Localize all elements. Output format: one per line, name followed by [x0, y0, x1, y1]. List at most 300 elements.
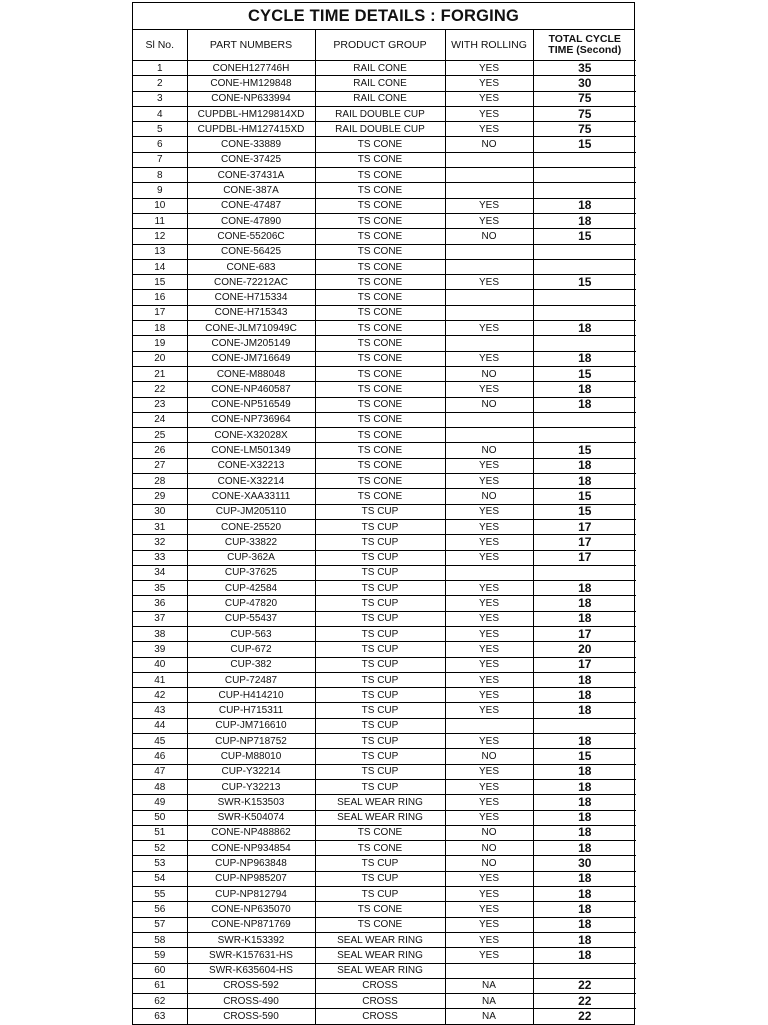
with-rolling-cell — [445, 565, 533, 580]
table-row — [133, 596, 636, 611]
product-group-cell: TS CUP — [315, 887, 445, 902]
product-group-cell: TS CONE — [315, 458, 445, 473]
sl-no-cell: 41 — [133, 672, 187, 687]
sl-no-cell: 62 — [133, 994, 187, 1009]
cycle-time-cell: 18 — [533, 902, 636, 917]
part-number-cell: CUPDBL-HM129814XD — [187, 106, 315, 121]
table-row — [133, 290, 636, 305]
part-number-cell: CONE-47890 — [187, 213, 315, 228]
product-group-cell: TS CONE — [315, 397, 445, 412]
sl-no-cell: 20 — [133, 351, 187, 366]
product-group-cell: TS CUP — [315, 779, 445, 794]
cycle-time-cell: 18 — [533, 581, 636, 596]
sl-no-cell: 14 — [133, 259, 187, 274]
table-row — [133, 458, 636, 473]
product-group-cell: TS CONE — [315, 428, 445, 443]
table-row — [133, 825, 636, 840]
product-group-cell: TS CONE — [315, 917, 445, 932]
product-group-cell: TS CUP — [315, 504, 445, 519]
with-rolling-cell: YES — [445, 887, 533, 902]
table-row — [133, 932, 636, 947]
sl-no-cell: 54 — [133, 871, 187, 886]
part-number-cell: CUP-Y32213 — [187, 779, 315, 794]
table-row — [133, 443, 636, 458]
with-rolling-cell: YES — [445, 61, 533, 76]
cycle-time-cell: 15 — [533, 366, 636, 381]
with-rolling-cell: YES — [445, 688, 533, 703]
header-part-numbers: PART NUMBERS — [187, 30, 315, 61]
cycle-time-cell: 18 — [533, 198, 636, 213]
product-group-cell: TS CUP — [315, 581, 445, 596]
table-row — [133, 565, 636, 580]
part-number-cell: SWR-K635604-HS — [187, 963, 315, 978]
product-group-cell: TS CONE — [315, 152, 445, 167]
cycle-time-cell — [533, 336, 636, 351]
with-rolling-cell: NO — [445, 489, 533, 504]
part-number-cell: CUP-672 — [187, 642, 315, 657]
table-row — [133, 718, 636, 733]
with-rolling-cell — [445, 963, 533, 978]
part-number-cell: CUP-H715311 — [187, 703, 315, 718]
sl-no-cell: 47 — [133, 764, 187, 779]
cycle-time-cell: 18 — [533, 948, 636, 963]
cycle-time-cell: 18 — [533, 611, 636, 626]
with-rolling-cell: YES — [445, 948, 533, 963]
with-rolling-cell: YES — [445, 779, 533, 794]
sl-no-cell: 27 — [133, 458, 187, 473]
with-rolling-cell: YES — [445, 734, 533, 749]
with-rolling-cell: YES — [445, 917, 533, 932]
cycle-time-cell: 18 — [533, 688, 636, 703]
sl-no-cell: 51 — [133, 825, 187, 840]
part-number-cell: CONE-NP488862 — [187, 825, 315, 840]
with-rolling-cell: YES — [445, 642, 533, 657]
part-number-cell: CUP-362A — [187, 550, 315, 565]
table-row — [133, 351, 636, 366]
part-number-cell: CONE-NP635070 — [187, 902, 315, 917]
part-number-cell: CONE-JM716649 — [187, 351, 315, 366]
part-number-cell: CONE-NP736964 — [187, 412, 315, 427]
cycle-time-cell: 18 — [533, 382, 636, 397]
part-number-cell: CUP-37625 — [187, 565, 315, 580]
table-row — [133, 550, 636, 565]
cycle-time-cell — [533, 718, 636, 733]
part-number-cell: CUPDBL-HM127415XD — [187, 122, 315, 137]
cycle-time-cell: 18 — [533, 841, 636, 856]
product-group-cell: TS CUP — [315, 764, 445, 779]
table-row — [133, 91, 636, 106]
with-rolling-cell: YES — [445, 76, 533, 91]
table-row — [133, 137, 636, 152]
part-number-cell: CUP-M88010 — [187, 749, 315, 764]
table-row — [133, 672, 636, 687]
part-number-cell: CONE-LM501349 — [187, 443, 315, 458]
with-rolling-cell: YES — [445, 902, 533, 917]
cycle-time-cell: 15 — [533, 504, 636, 519]
sl-no-cell: 29 — [133, 489, 187, 504]
cycle-time-cell: 35 — [533, 61, 636, 76]
cycle-time-cell — [533, 290, 636, 305]
cycle-time-cell: 18 — [533, 871, 636, 886]
part-number-cell: SWR-K157631-HS — [187, 948, 315, 963]
part-number-cell: CONE-55206C — [187, 229, 315, 244]
part-number-cell: SWR-K153503 — [187, 795, 315, 810]
table-row — [133, 428, 636, 443]
part-number-cell: CUP-NP963848 — [187, 856, 315, 871]
sl-no-cell: 43 — [133, 703, 187, 718]
sl-no-cell: 5 — [133, 122, 187, 137]
product-group-cell: TS CONE — [315, 198, 445, 213]
product-group-cell: TS CUP — [315, 657, 445, 672]
part-number-cell: SWR-K504074 — [187, 810, 315, 825]
part-number-cell: CONE-25520 — [187, 519, 315, 534]
product-group-cell: TS CUP — [315, 856, 445, 871]
part-number-cell: CUP-72487 — [187, 672, 315, 687]
table-row — [133, 519, 636, 534]
with-rolling-cell: NO — [445, 825, 533, 840]
table-row — [133, 305, 636, 320]
sl-no-cell: 19 — [133, 336, 187, 351]
product-group-cell: TS CUP — [315, 672, 445, 687]
with-rolling-cell: YES — [445, 106, 533, 121]
sl-no-cell: 21 — [133, 366, 187, 381]
sl-no-cell: 44 — [133, 718, 187, 733]
table-row — [133, 642, 636, 657]
table-row — [133, 412, 636, 427]
table-row — [133, 366, 636, 381]
product-group-cell: CROSS — [315, 994, 445, 1009]
part-number-cell: CONE-H715334 — [187, 290, 315, 305]
with-rolling-cell: YES — [445, 351, 533, 366]
cycle-time-cell: 18 — [533, 810, 636, 825]
sl-no-cell: 12 — [133, 229, 187, 244]
cycle-time-cell: 17 — [533, 535, 636, 550]
part-number-cell: CROSS-592 — [187, 978, 315, 993]
with-rolling-cell: YES — [445, 275, 533, 290]
sl-no-cell: 58 — [133, 932, 187, 947]
product-group-cell: TS CUP — [315, 642, 445, 657]
table-row — [133, 703, 636, 718]
sl-no-cell: 16 — [133, 290, 187, 305]
table-row — [133, 963, 636, 978]
sl-no-cell: 45 — [133, 734, 187, 749]
with-rolling-cell: YES — [445, 321, 533, 336]
product-group-cell: TS CONE — [315, 902, 445, 917]
cycle-time-cell: 22 — [533, 1009, 636, 1024]
table-row — [133, 122, 636, 137]
part-number-cell: CONE-387A — [187, 183, 315, 198]
product-group-cell: TS CONE — [315, 351, 445, 366]
with-rolling-cell: YES — [445, 458, 533, 473]
with-rolling-cell: YES — [445, 810, 533, 825]
table-row — [133, 76, 636, 91]
product-group-cell: TS CUP — [315, 611, 445, 626]
cycle-time-cell: 18 — [533, 825, 636, 840]
product-group-cell: TS CONE — [315, 321, 445, 336]
sl-no-cell: 15 — [133, 275, 187, 290]
table-row — [133, 397, 636, 412]
with-rolling-cell: NO — [445, 229, 533, 244]
product-group-cell: TS CUP — [315, 734, 445, 749]
sl-no-cell: 39 — [133, 642, 187, 657]
cycle-time-cell: 18 — [533, 458, 636, 473]
table-row — [133, 917, 636, 932]
sl-no-cell: 8 — [133, 168, 187, 183]
product-group-cell: TS CONE — [315, 259, 445, 274]
sl-no-cell: 34 — [133, 565, 187, 580]
sl-no-cell: 50 — [133, 810, 187, 825]
product-group-cell: TS CONE — [315, 275, 445, 290]
product-group-cell: TS CONE — [315, 168, 445, 183]
part-number-cell: CONE-X32214 — [187, 474, 315, 489]
sl-no-cell: 38 — [133, 626, 187, 641]
cycle-time-cell: 18 — [533, 397, 636, 412]
sl-no-cell: 35 — [133, 581, 187, 596]
part-number-cell: CONE-NP934854 — [187, 841, 315, 856]
table-row — [133, 168, 636, 183]
product-group-cell: SEAL WEAR RING — [315, 932, 445, 947]
part-number-cell: CONE-M88048 — [187, 366, 315, 381]
header-product-group: PRODUCT GROUP — [315, 30, 445, 61]
sl-no-cell: 9 — [133, 183, 187, 198]
sl-no-cell: 48 — [133, 779, 187, 794]
part-number-cell: CROSS-490 — [187, 994, 315, 1009]
sl-no-cell: 49 — [133, 795, 187, 810]
cycle-time-cell: 15 — [533, 137, 636, 152]
product-group-cell: CROSS — [315, 978, 445, 993]
with-rolling-cell — [445, 290, 533, 305]
part-number-cell: CUP-NP985207 — [187, 871, 315, 886]
cycle-time-cell: 18 — [533, 734, 636, 749]
table-row — [133, 489, 636, 504]
part-number-cell: CONE-X32028X — [187, 428, 315, 443]
product-group-cell: TS CONE — [315, 443, 445, 458]
with-rolling-cell: YES — [445, 474, 533, 489]
product-group-cell: SEAL WEAR RING — [315, 795, 445, 810]
cycle-time-cell: 75 — [533, 91, 636, 106]
cycle-time-cell: 18 — [533, 213, 636, 228]
product-group-cell: TS CUP — [315, 871, 445, 886]
part-number-cell: CONE-37431A — [187, 168, 315, 183]
table-row — [133, 504, 636, 519]
table-row — [133, 106, 636, 121]
sl-no-cell: 1 — [133, 61, 187, 76]
cycle-time-cell: 30 — [533, 856, 636, 871]
table-row — [133, 321, 636, 336]
with-rolling-cell: YES — [445, 382, 533, 397]
product-group-cell: TS CONE — [315, 290, 445, 305]
cycle-time-cell — [533, 963, 636, 978]
sl-no-cell: 59 — [133, 948, 187, 963]
product-group-cell: TS CONE — [315, 825, 445, 840]
sl-no-cell: 57 — [133, 917, 187, 932]
cycle-time-cell: 18 — [533, 887, 636, 902]
sheet-title: CYCLE TIME DETAILS : FORGING — [133, 3, 634, 30]
with-rolling-cell: YES — [445, 550, 533, 565]
table-row — [133, 902, 636, 917]
cycle-time-cell — [533, 168, 636, 183]
header-row — [133, 30, 636, 61]
table-row — [133, 474, 636, 489]
cycle-time-cell: 18 — [533, 474, 636, 489]
product-group-cell: SEAL WEAR RING — [315, 948, 445, 963]
with-rolling-cell — [445, 428, 533, 443]
part-number-cell: CONE-XAA33111 — [187, 489, 315, 504]
sl-no-cell: 52 — [133, 841, 187, 856]
product-group-cell: TS CUP — [315, 565, 445, 580]
with-rolling-cell: NO — [445, 856, 533, 871]
cycle-time-cell: 17 — [533, 657, 636, 672]
cycle-time-cell: 18 — [533, 932, 636, 947]
part-number-cell: CONE-683 — [187, 259, 315, 274]
cycle-time-cell: 18 — [533, 917, 636, 932]
with-rolling-cell: YES — [445, 611, 533, 626]
cycle-time-cell — [533, 244, 636, 259]
part-number-cell: CUP-382 — [187, 657, 315, 672]
part-number-cell: CONE-NP633994 — [187, 91, 315, 106]
table-row — [133, 535, 636, 550]
cycle-time-sheet — [132, 2, 635, 1025]
table-row — [133, 213, 636, 228]
product-group-cell: TS CUP — [315, 749, 445, 764]
cycle-time-cell: 17 — [533, 626, 636, 641]
product-group-cell: RAIL CONE — [315, 76, 445, 91]
part-number-cell: CUP-Y32214 — [187, 764, 315, 779]
table-row — [133, 382, 636, 397]
cycle-time-cell: 22 — [533, 994, 636, 1009]
cycle-time-cell: 15 — [533, 229, 636, 244]
product-group-cell: RAIL DOUBLE CUP — [315, 106, 445, 121]
with-rolling-cell: NA — [445, 978, 533, 993]
table-row — [133, 611, 636, 626]
with-rolling-cell: YES — [445, 213, 533, 228]
cycle-time-cell: 18 — [533, 351, 636, 366]
product-group-cell: TS CUP — [315, 519, 445, 534]
product-group-cell: CROSS — [315, 1009, 445, 1024]
part-number-cell: CUP-55437 — [187, 611, 315, 626]
with-rolling-cell — [445, 305, 533, 320]
with-rolling-cell — [445, 336, 533, 351]
table-row — [133, 749, 636, 764]
part-number-cell: CUP-47820 — [187, 596, 315, 611]
part-number-cell: CONE-JLM710949C — [187, 321, 315, 336]
part-number-cell: CUP-NP812794 — [187, 887, 315, 902]
sl-no-cell: 17 — [133, 305, 187, 320]
product-group-cell: TS CONE — [315, 244, 445, 259]
part-number-cell: CONE-33889 — [187, 137, 315, 152]
with-rolling-cell: YES — [445, 795, 533, 810]
table-row — [133, 152, 636, 167]
table-row — [133, 795, 636, 810]
sl-no-cell: 37 — [133, 611, 187, 626]
sl-no-cell: 18 — [133, 321, 187, 336]
sl-no-cell: 63 — [133, 1009, 187, 1024]
table-body — [133, 61, 636, 1024]
table-row — [133, 978, 636, 993]
part-number-cell: CUP-563 — [187, 626, 315, 641]
product-group-cell: RAIL DOUBLE CUP — [315, 122, 445, 137]
part-number-cell: CONE-HM129848 — [187, 76, 315, 91]
table-row — [133, 734, 636, 749]
part-number-cell: CUP-JM716610 — [187, 718, 315, 733]
cycle-time-cell — [533, 428, 636, 443]
product-group-cell: TS CONE — [315, 366, 445, 381]
with-rolling-cell: NA — [445, 1009, 533, 1024]
table-row — [133, 887, 636, 902]
table-row — [133, 336, 636, 351]
part-number-cell: CONE-NP871769 — [187, 917, 315, 932]
with-rolling-cell: YES — [445, 871, 533, 886]
with-rolling-cell: YES — [445, 122, 533, 137]
table-row — [133, 856, 636, 871]
cycle-time-cell: 22 — [533, 978, 636, 993]
product-group-cell: TS CUP — [315, 550, 445, 565]
part-number-cell: CONEH127746H — [187, 61, 315, 76]
with-rolling-cell: YES — [445, 581, 533, 596]
cycle-time-table — [133, 30, 636, 1024]
sl-no-cell: 23 — [133, 397, 187, 412]
header-with-rolling: WITH ROLLING — [445, 30, 533, 61]
table-row — [133, 841, 636, 856]
sl-no-cell: 33 — [133, 550, 187, 565]
with-rolling-cell: YES — [445, 504, 533, 519]
product-group-cell: TS CONE — [315, 412, 445, 427]
part-number-cell: CUP-H414210 — [187, 688, 315, 703]
cycle-time-cell: 18 — [533, 596, 636, 611]
table-row — [133, 764, 636, 779]
product-group-cell: RAIL CONE — [315, 91, 445, 106]
table-row — [133, 688, 636, 703]
cycle-time-cell: 18 — [533, 703, 636, 718]
header-total-cycle-time: TOTAL CYCLE TIME (Second) — [533, 30, 636, 61]
with-rolling-cell — [445, 183, 533, 198]
with-rolling-cell: YES — [445, 596, 533, 611]
cycle-time-cell: 18 — [533, 764, 636, 779]
sl-no-cell: 61 — [133, 978, 187, 993]
sl-no-cell: 30 — [133, 504, 187, 519]
sl-no-cell: 11 — [133, 213, 187, 228]
product-group-cell: TS CONE — [315, 229, 445, 244]
sl-no-cell: 55 — [133, 887, 187, 902]
product-group-cell: TS CUP — [315, 535, 445, 550]
cycle-time-cell — [533, 183, 636, 198]
table-row — [133, 1009, 636, 1024]
product-group-cell: TS CONE — [315, 474, 445, 489]
sl-no-cell: 56 — [133, 902, 187, 917]
table-row — [133, 61, 636, 76]
table-row — [133, 581, 636, 596]
sl-no-cell: 36 — [133, 596, 187, 611]
cycle-time-cell: 18 — [533, 321, 636, 336]
part-number-cell: CUP-JM205110 — [187, 504, 315, 519]
cycle-time-cell: 17 — [533, 519, 636, 534]
part-number-cell: CONE-NP460587 — [187, 382, 315, 397]
part-number-cell: CROSS-590 — [187, 1009, 315, 1024]
part-number-cell: CONE-JM205149 — [187, 336, 315, 351]
part-number-cell: CONE-37425 — [187, 152, 315, 167]
product-group-cell: SEAL WEAR RING — [315, 810, 445, 825]
with-rolling-cell: YES — [445, 932, 533, 947]
with-rolling-cell — [445, 168, 533, 183]
cycle-time-cell: 18 — [533, 795, 636, 810]
product-group-cell: TS CUP — [315, 596, 445, 611]
part-number-cell: CONE-NP516549 — [187, 397, 315, 412]
product-group-cell: TS CUP — [315, 688, 445, 703]
with-rolling-cell — [445, 152, 533, 167]
table-row — [133, 871, 636, 886]
sl-no-cell: 3 — [133, 91, 187, 106]
cycle-time-cell — [533, 305, 636, 320]
